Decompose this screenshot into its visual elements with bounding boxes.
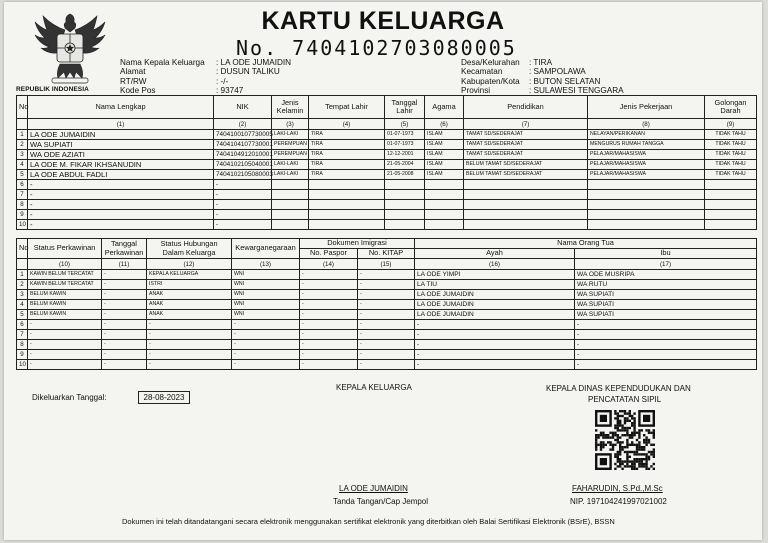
table-cell: ANAK: [147, 290, 232, 300]
table-row: [17, 210, 757, 220]
col-header-marriage-date: Tanggal Perkawinan: [102, 239, 147, 259]
table-cell: ISLAM: [425, 170, 464, 180]
col-header-kitap: No. KITAP: [358, 249, 415, 259]
table-cell: WA SUPIATI: [575, 300, 757, 310]
table-row: [17, 290, 757, 300]
table-row: [17, 220, 757, 230]
table-cell: -: [28, 180, 214, 190]
column-number: (14): [300, 259, 358, 270]
table-cell: [272, 180, 309, 190]
table-cell: [705, 210, 757, 220]
col-header-birthdate: Tanggal Lahir: [385, 96, 425, 119]
table-cell: KEPALA KELUARGA: [147, 270, 232, 280]
table-cell: BELUM KAWIN: [28, 290, 102, 300]
postal-code-value: : 93747: [216, 85, 244, 95]
table-cell: 9: [17, 210, 28, 220]
table-cell: -: [358, 270, 415, 280]
table-cell: -: [28, 200, 214, 210]
table-cell: ANAK: [147, 310, 232, 320]
official-name: FAHARUDIN, S.Pd.,M.Sc: [572, 484, 663, 493]
table-cell: [425, 190, 464, 200]
table-cell: -: [28, 330, 102, 340]
header-right-values: [529, 58, 624, 95]
table-cell: 7404104912010001: [214, 150, 272, 160]
signature-caption: Tanda Tangan/Cap Jempol: [333, 497, 429, 506]
table-cell: -: [102, 320, 147, 330]
table-cell: ISTRI: [147, 280, 232, 290]
table-cell: LA ODE JUMAIDIN: [415, 300, 575, 310]
table-cell: -: [415, 330, 575, 340]
column-number: (3): [272, 119, 309, 130]
table-cell: -: [102, 360, 147, 370]
table-cell: 12-12-2001: [385, 150, 425, 160]
table-cell: -: [300, 330, 358, 340]
col-header-citizenship: Kewarganegaraan: [232, 239, 300, 259]
table-cell: -: [214, 190, 272, 200]
table-cell: -: [300, 270, 358, 280]
col-header-education: Pendidikan: [464, 96, 588, 119]
column-number: (2): [214, 119, 272, 130]
column-number: (13): [232, 259, 300, 270]
table-cell: -: [214, 180, 272, 190]
header-label: Alamat: [120, 67, 146, 77]
table-cell: -: [300, 280, 358, 290]
table-row: [17, 130, 757, 140]
table-cell: 7404104107730001: [214, 140, 272, 150]
table-cell: [464, 220, 588, 230]
table-cell: KAWIN BELUM TERCATAT: [28, 270, 102, 280]
column-number: (16): [415, 259, 575, 270]
table-row: [17, 180, 757, 190]
table-cell: -: [102, 310, 147, 320]
table-cell: 7: [17, 330, 28, 340]
table-cell: -: [28, 220, 214, 230]
document-title: KARTU KELUARGA: [261, 7, 505, 35]
table-cell: 4: [17, 160, 28, 170]
issued-date-value: 28-08-2023: [138, 391, 190, 404]
table-cell: 3: [17, 290, 28, 300]
table-cell: -: [575, 340, 757, 350]
table-cell: -: [28, 190, 214, 200]
column-number: (6): [425, 119, 464, 130]
table-cell: TIRA: [309, 160, 385, 170]
table-cell: PELAJAR/MAHASISWA: [588, 160, 705, 170]
table-cell: PEREMPUAN: [272, 150, 309, 160]
table-cell: [272, 200, 309, 210]
table-cell: -: [232, 360, 300, 370]
table-cell: -: [232, 320, 300, 330]
table-row: [17, 190, 757, 200]
column-number: (10): [28, 259, 102, 270]
table-cell: -: [232, 350, 300, 360]
table-cell: -: [232, 330, 300, 340]
table-cell: -: [358, 340, 415, 350]
col-header-religion: Agama: [425, 96, 464, 119]
table-cell: [425, 200, 464, 210]
table-cell: [425, 210, 464, 220]
table-cell: -: [358, 350, 415, 360]
table-cell: -: [28, 320, 102, 330]
column-number: (12): [147, 259, 232, 270]
col-header-passport: No. Paspor: [300, 249, 358, 259]
table-cell: TAMAT SD/SEDERAJAT: [464, 140, 588, 150]
col-header-no: No: [17, 96, 28, 119]
table-cell: 21-05-2008: [385, 170, 425, 180]
table-cell: WNI: [232, 290, 300, 300]
header-label: Nama Kepala Keluarga: [120, 58, 205, 67]
table-cell: MENGURUS RUMAH TANGGA: [588, 140, 705, 150]
table-cell: BELUM KAWIN: [28, 310, 102, 320]
table-cell: -: [300, 290, 358, 300]
table-cell: LA TIU: [415, 280, 575, 290]
column-number-row: [17, 259, 757, 270]
table-cell: [385, 200, 425, 210]
table-row: [17, 310, 757, 320]
table-cell: [425, 180, 464, 190]
table-cell: 1: [17, 130, 28, 140]
electronic-signature-disclaimer: Dokumen ini telah ditandatangani secara elektronik menggunakan sertifikat elektronik yang diterbitkan oleh Balai Sertifikasi Elektronik (BSrE), BSSN: [122, 517, 615, 526]
official-title-line1: KEPALA DINAS KEPENDUDUKAN DAN: [546, 384, 691, 393]
table-cell: TIRA: [309, 170, 385, 180]
table-cell: 10: [17, 360, 28, 370]
table-cell: -: [358, 320, 415, 330]
table-cell: TIDAK TAHU: [705, 170, 757, 180]
header-label: RT/RW: [120, 76, 147, 86]
table-row: [17, 360, 757, 370]
table-cell: [425, 220, 464, 230]
table-cell: [309, 200, 385, 210]
table-cell: TIDAK TAHU: [705, 140, 757, 150]
header-label: Kabupaten/Kota: [461, 76, 520, 86]
table-cell: WA ODE AZIATI: [28, 150, 214, 160]
table-cell: WA SUPIATI: [28, 140, 214, 150]
col-header-relationship: Status Hubungan Dalam Keluarga: [147, 239, 232, 259]
col-header-parents: Nama Orang Tua: [415, 239, 757, 249]
table-cell: -: [415, 360, 575, 370]
table-cell: -: [300, 310, 358, 320]
table-cell: -: [300, 360, 358, 370]
col-header-no: No: [17, 239, 28, 259]
table-row: [17, 280, 757, 290]
table-cell: LA ODE M. FIKAR IKHSANUDIN: [28, 160, 214, 170]
table-cell: LA ODE JUMAIDIN: [415, 290, 575, 300]
table-cell: LA ODE JUMAIDIN: [415, 310, 575, 320]
table-cell: WA SUPIATI: [575, 310, 757, 320]
header-left-values: [216, 58, 291, 95]
table-cell: [588, 210, 705, 220]
table-cell: BELUM TAMAT SD/SEDERAJAT: [464, 170, 588, 180]
family-card-document: [4, 2, 762, 540]
table-row: [17, 150, 757, 160]
table-cell: 01-07-1973: [385, 130, 425, 140]
table-cell: -: [415, 320, 575, 330]
table-cell: 7404102105080003: [214, 170, 272, 180]
col-header-mother: Ibu: [575, 249, 757, 259]
table-cell: BELUM TAMAT SD/SEDERAJAT: [464, 160, 588, 170]
table-cell: -: [28, 340, 102, 350]
table-cell: [272, 190, 309, 200]
table-cell: LAKI-LAKI: [272, 160, 309, 170]
table-cell: [385, 190, 425, 200]
table-row: [17, 170, 757, 180]
table-cell: WNI: [232, 300, 300, 310]
col-header-father: Ayah: [415, 249, 575, 259]
table-cell: LAKI-LAKI: [272, 130, 309, 140]
table-cell: -: [232, 340, 300, 350]
col-header-nik: NIK: [214, 96, 272, 119]
table-cell: TIDAK TAHU: [705, 150, 757, 160]
table-cell: LA ODE YIMPI: [415, 270, 575, 280]
table-cell: [309, 220, 385, 230]
table-cell: -: [147, 350, 232, 360]
table-cell: -: [28, 350, 102, 360]
table-cell: -: [147, 320, 232, 330]
table-cell: [272, 210, 309, 220]
table-cell: -: [214, 210, 272, 220]
table-row: [17, 320, 757, 330]
table-cell: -: [28, 210, 214, 220]
table-cell: [464, 180, 588, 190]
table-cell: TIRA: [309, 140, 385, 150]
column-number-row: [17, 119, 757, 130]
column-number: (9): [705, 119, 757, 130]
column-number: (5): [385, 119, 425, 130]
table-cell: 6: [17, 180, 28, 190]
column-number: (1): [28, 119, 214, 130]
table-cell: -: [358, 310, 415, 320]
table-cell: -: [358, 280, 415, 290]
table-cell: [705, 200, 757, 210]
table-cell: [385, 220, 425, 230]
table-cell: [464, 190, 588, 200]
table-cell: -: [575, 350, 757, 360]
table-cell: 7: [17, 190, 28, 200]
table-row: [17, 160, 757, 170]
col-header-marital-status: Status Perkawinan: [28, 239, 102, 259]
table-cell: 5: [17, 170, 28, 180]
col-header-name: Nama Lengkap: [28, 96, 214, 119]
regency-value: : BUTON SELATAN: [529, 76, 601, 86]
qr-code-icon: [595, 410, 655, 470]
table-cell: [588, 190, 705, 200]
table-cell: [464, 200, 588, 210]
col-header-occupation: Jenis Pekerjaan: [588, 96, 705, 119]
table-cell: [588, 200, 705, 210]
header-label: Provinsi: [461, 85, 491, 95]
family-status-table: [16, 238, 757, 370]
district-value: : SAMPOLAWA: [529, 67, 586, 77]
table-cell: -: [300, 350, 358, 360]
table-cell: -: [300, 300, 358, 310]
table-cell: TAMAT SD/SEDERAJAT: [464, 150, 588, 160]
table-cell: 9: [17, 350, 28, 360]
table-cell: WA ODE MUSRIPA: [575, 270, 757, 280]
table-cell: LA ODE ABDUL FADLI: [28, 170, 214, 180]
column-number: (4): [309, 119, 385, 130]
table-cell: -: [28, 360, 102, 370]
table-cell: WNI: [232, 310, 300, 320]
head-of-family-name: LA ODE JUMAIDIN: [339, 484, 408, 493]
col-header-gender: Jenis Kelamin: [272, 96, 309, 119]
table-cell: ISLAM: [425, 130, 464, 140]
table-cell: -: [415, 350, 575, 360]
table-cell: [705, 180, 757, 190]
table-cell: TIDAK TAHU: [705, 160, 757, 170]
column-number: (8): [588, 119, 705, 130]
col-header-immigration-docs: Dokumen Imigrasi: [300, 239, 415, 249]
column-number: (17): [575, 259, 757, 270]
table-cell: [272, 220, 309, 230]
province-value: : SULAWESI TENGGARA: [529, 85, 624, 95]
table-cell: ISLAM: [425, 160, 464, 170]
table-cell: WNI: [232, 280, 300, 290]
table-cell: -: [575, 360, 757, 370]
table-cell: [705, 220, 757, 230]
header-label: Kecamatan: [461, 67, 503, 77]
table-cell: -: [358, 330, 415, 340]
table-row: [17, 300, 757, 310]
table-row: [17, 200, 757, 210]
table-row: [17, 270, 757, 280]
table-cell: 5: [17, 310, 28, 320]
table-cell: -: [147, 360, 232, 370]
column-number: [17, 119, 28, 130]
table-cell: 7404102105040001: [214, 160, 272, 170]
official-title-line2: PENCATATAN SIPIL: [588, 395, 662, 404]
table-cell: -: [214, 220, 272, 230]
table-cell: -: [102, 300, 147, 310]
table-cell: -: [147, 340, 232, 350]
header-right-labels: [461, 58, 520, 95]
table-cell: WA RUTU: [575, 280, 757, 290]
header-label: Kode Pos: [120, 85, 156, 95]
table-cell: TIRA: [309, 130, 385, 140]
family-members-table: [16, 95, 757, 230]
table-cell: -: [575, 330, 757, 340]
col-header-birthplace: Tempat Lahir: [309, 96, 385, 119]
table-cell: PEREMPUAN: [272, 140, 309, 150]
table-cell: LAKI-LAKI: [272, 170, 309, 180]
table-cell: 8: [17, 340, 28, 350]
head-of-family-value: : LA ODE JUMAIDIN: [216, 58, 292, 67]
table-cell: 2: [17, 280, 28, 290]
table-cell: [588, 180, 705, 190]
rt-rw-value: : -/-: [216, 76, 229, 86]
table-row: [17, 330, 757, 340]
table-cell: -: [102, 290, 147, 300]
table-cell: ISLAM: [425, 150, 464, 160]
table-cell: WA SUPIATI: [575, 290, 757, 300]
header-left-labels: [120, 58, 205, 95]
table-cell: PELAJAR/MAHASISWA: [588, 170, 705, 180]
table-cell: 21-05-2004: [385, 160, 425, 170]
table-cell: TAMAT SD/SEDERAJAT: [464, 130, 588, 140]
table-cell: -: [358, 300, 415, 310]
table-cell: 7404100107730005: [214, 130, 272, 140]
official-nip: NIP. 197104241997021002: [570, 497, 667, 506]
table-cell: -: [102, 330, 147, 340]
table-cell: TIRA: [309, 150, 385, 160]
table-cell: 4: [17, 300, 28, 310]
village-value: : TIRA: [529, 58, 553, 67]
table-cell: -: [102, 280, 147, 290]
table-cell: 8: [17, 200, 28, 210]
table-cell: [705, 190, 757, 200]
table-cell: KAWIN BELUM TERCATAT: [28, 280, 102, 290]
table-cell: [309, 190, 385, 200]
table-cell: -: [300, 320, 358, 330]
table-cell: 1: [17, 270, 28, 280]
table-cell: -: [415, 340, 575, 350]
table-cell: -: [358, 360, 415, 370]
column-number: [17, 259, 28, 270]
col-header-blood-type: Golongan Darah: [705, 96, 757, 119]
header-label: Desa/Kelurahan: [461, 58, 520, 67]
head-of-family-title: KEPALA KELUARGA: [336, 383, 412, 392]
table-cell: -: [300, 340, 358, 350]
table-cell: BELUM KAWIN: [28, 300, 102, 310]
table-cell: [309, 180, 385, 190]
table-cell: PELAJAR/MAHASISWA: [588, 150, 705, 160]
issued-date-label: Dikeluarkan Tanggal:: [32, 393, 107, 402]
table-cell: 2: [17, 140, 28, 150]
table-cell: -: [147, 330, 232, 340]
table-cell: 01-07-1973: [385, 140, 425, 150]
table-cell: 6: [17, 320, 28, 330]
address-value: : DUSUN TALIKU: [216, 67, 280, 77]
table-cell: WNI: [232, 270, 300, 280]
table-cell: 10: [17, 220, 28, 230]
table-row: [17, 340, 757, 350]
table-row: [17, 350, 757, 360]
table-cell: [385, 210, 425, 220]
table-cell: -: [102, 270, 147, 280]
column-number: (15): [358, 259, 415, 270]
table-cell: -: [575, 320, 757, 330]
table-cell: ISLAM: [425, 140, 464, 150]
table-cell: [309, 210, 385, 220]
table-cell: -: [102, 350, 147, 360]
table-cell: ANAK: [147, 300, 232, 310]
table-cell: 3: [17, 150, 28, 160]
table-cell: NELAYAN/PERIKANAN: [588, 130, 705, 140]
table-cell: -: [214, 200, 272, 210]
table-cell: TIDAK TAHU: [705, 130, 757, 140]
column-number: (11): [102, 259, 147, 270]
column-number: (7): [464, 119, 588, 130]
table-cell: LA ODE JUMAIDIN: [28, 130, 214, 140]
document-number: No. 7404102703080005: [236, 36, 517, 60]
table-cell: -: [358, 290, 415, 300]
emblem-caption: REPUBLIK INDONESIA: [16, 86, 89, 93]
table-cell: [385, 180, 425, 190]
table-row: [17, 140, 757, 150]
table-cell: -: [102, 340, 147, 350]
table-cell: [588, 220, 705, 230]
table-cell: [464, 210, 588, 220]
